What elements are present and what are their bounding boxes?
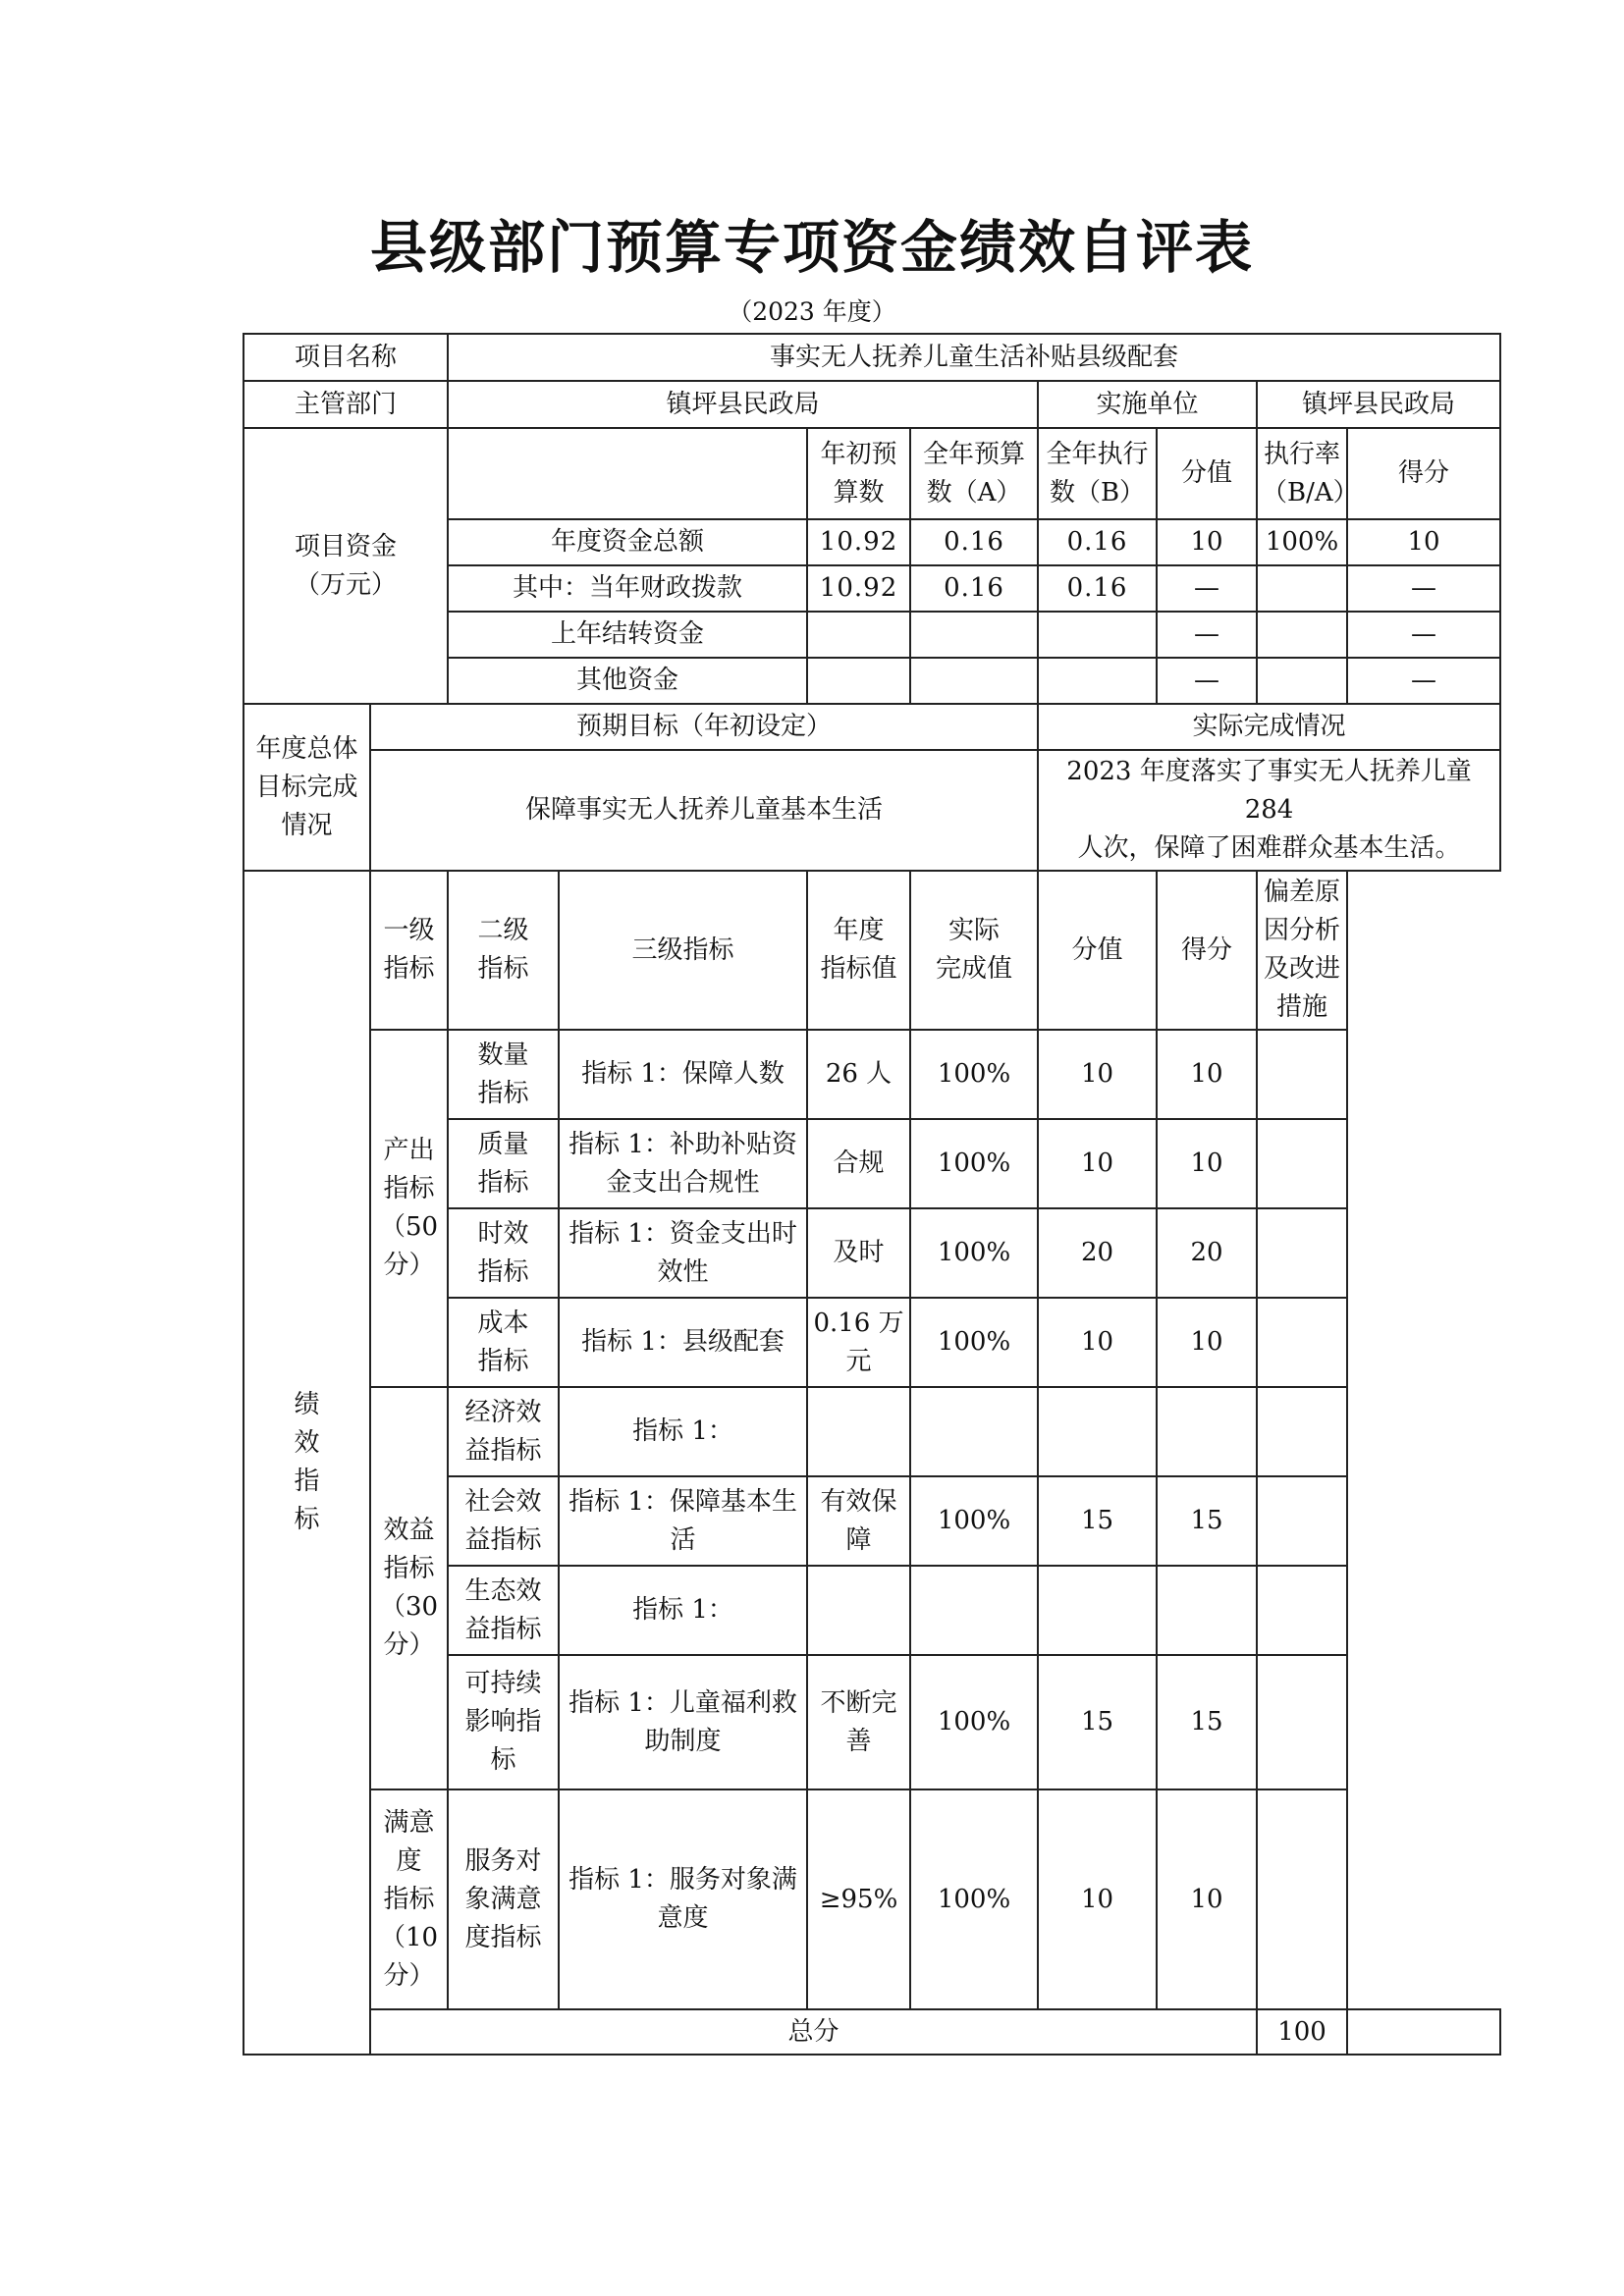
perf-actual: 100% <box>910 1655 1038 1789</box>
perf-note <box>1257 1789 1347 2009</box>
perf-actual: 100% <box>910 1298 1038 1387</box>
perf-target: 不断完善 <box>807 1655 910 1789</box>
year-subtitle: （2023 年度） <box>728 297 896 326</box>
funds-header-score-value: 分值 <box>1157 428 1257 519</box>
goal-expected: 保障事实无人抚养儿童基本生活 <box>370 750 1038 871</box>
funds-score: 10 <box>1347 519 1500 565</box>
goal-actual: 2023 年度落实了事实无人抚养儿童 284 人次，保障了困难群众基本生活。 <box>1038 750 1500 871</box>
funds-executed <box>1038 658 1157 704</box>
perf-score: 15 <box>1157 1655 1257 1789</box>
funds-header-budget: 全年预算 数（A） <box>910 428 1038 519</box>
funds-initial: 10.92 <box>807 565 910 612</box>
perf-row <box>244 1387 1500 1476</box>
funds-row-label: 其中：当年财政拨款 <box>448 565 807 612</box>
perf-row <box>244 1030 1500 1119</box>
perf-note <box>1257 1119 1347 1208</box>
perf-value: 15 <box>1038 1655 1157 1789</box>
dept-value: 镇坪县民政局 <box>448 381 1038 428</box>
perf-score: 10 <box>1157 1030 1257 1119</box>
funds-score-value: 10 <box>1157 519 1257 565</box>
funds-executed: 0.16 <box>1038 565 1157 612</box>
perf-group-label: 产出 指标 （50 分） <box>370 1030 448 1387</box>
funds-executed <box>1038 612 1157 658</box>
goal-actual-label: 实际完成情况 <box>1038 704 1500 750</box>
funds-row-label: 其他资金 <box>448 658 807 704</box>
perf-actual: 100% <box>910 1789 1038 2009</box>
perf-note <box>1257 1655 1347 1789</box>
perf-l3: 指标 1：补助补贴资 金支出合规性 <box>559 1119 807 1208</box>
perf-score: 20 <box>1157 1208 1257 1298</box>
perf-header-value: 分值 <box>1038 871 1157 1030</box>
perf-header-l2: 二级 指标 <box>448 871 559 1030</box>
perf-value: 10 <box>1038 1789 1157 2009</box>
funds-rate <box>1257 565 1347 612</box>
funds-budget <box>910 612 1038 658</box>
perf-l3: 指标 1：服务对象满 意度 <box>559 1789 807 2009</box>
document-title: 县级部门预算专项资金绩效自评表 <box>369 214 1254 281</box>
perf-header-note: 偏差原因分析 及改进措施 <box>1257 871 1347 1030</box>
perf-target: 有效保障 <box>807 1476 910 1566</box>
funds-budget: 0.16 <box>910 565 1038 612</box>
perf-header-l1: 一级 指标 <box>370 871 448 1030</box>
funds-rate: 100% <box>1257 519 1347 565</box>
perf-actual: 100% <box>910 1030 1038 1119</box>
perf-header-row <box>244 871 1500 1030</box>
perf-target: 0.16 万元 <box>807 1298 910 1387</box>
perf-actual: 100% <box>910 1119 1038 1208</box>
perf-note <box>1257 1387 1347 1476</box>
perf-score <box>1157 1566 1257 1655</box>
perf-l3: 指标 1：保障人数 <box>559 1030 807 1119</box>
total-row <box>244 2009 1500 2055</box>
perf-group-label: 满意 度 指标 （10 分） <box>370 1789 448 2009</box>
perf-l3: 指标 1： <box>559 1387 807 1476</box>
funds-row-label: 上年结转资金 <box>448 612 807 658</box>
perf-header-actual: 实际 完成值 <box>910 871 1038 1030</box>
perf-value: 20 <box>1038 1208 1157 1298</box>
funds-score: — <box>1347 612 1500 658</box>
perf-value: 10 <box>1038 1298 1157 1387</box>
funds-label: 项目资金 （万元） <box>244 428 448 704</box>
perf-score <box>1157 1387 1257 1476</box>
perf-target: 26 人 <box>807 1030 910 1119</box>
unit-label: 实施单位 <box>1038 381 1257 428</box>
perf-l2: 成本 指标 <box>448 1298 559 1387</box>
perf-l2: 时效 指标 <box>448 1208 559 1298</box>
perf-header-target: 年度 指标值 <box>807 871 910 1030</box>
perf-value: 10 <box>1038 1030 1157 1119</box>
perf-score: 15 <box>1157 1476 1257 1566</box>
perf-l3: 指标 1：资金支出时 效性 <box>559 1208 807 1298</box>
funds-header-executed: 全年执行 数（B） <box>1038 428 1157 519</box>
perf-actual <box>910 1566 1038 1655</box>
perf-l2: 经济效 益指标 <box>448 1387 559 1476</box>
total-value: 100 <box>1257 2009 1347 2055</box>
project-name-label: 项目名称 <box>244 334 448 381</box>
funds-header-score: 得分 <box>1347 428 1500 519</box>
funds-budget <box>910 658 1038 704</box>
goal-label: 年度总体 目标完成 情况 <box>244 704 370 871</box>
perf-score: 10 <box>1157 1789 1257 2009</box>
perf-target: 及时 <box>807 1208 910 1298</box>
perf-l2: 数量 指标 <box>448 1030 559 1119</box>
total-label: 总分 <box>370 2009 1257 2055</box>
funds-rate <box>1257 658 1347 704</box>
perf-note <box>1257 1566 1347 1655</box>
perf-l2: 生态效 益指标 <box>448 1566 559 1655</box>
perf-l2: 服务对 象满意 度指标 <box>448 1789 559 2009</box>
funds-initial <box>807 658 910 704</box>
goal-header-row <box>244 704 1500 750</box>
perf-l2: 社会效 益指标 <box>448 1476 559 1566</box>
perf-actual: 100% <box>910 1208 1038 1298</box>
perf-value <box>1038 1566 1157 1655</box>
goal-content-row <box>244 750 1500 871</box>
funds-initial: 10.92 <box>807 519 910 565</box>
total-score <box>1347 2009 1500 2055</box>
self-evaluation-table <box>243 333 1501 2056</box>
department-row <box>244 381 1500 428</box>
unit-value: 镇坪县民政局 <box>1257 381 1500 428</box>
perf-note <box>1257 1298 1347 1387</box>
perf-l3: 指标 1：县级配套 <box>559 1298 807 1387</box>
perf-score: 10 <box>1157 1298 1257 1387</box>
funds-rate <box>1257 612 1347 658</box>
project-name-row <box>244 334 1500 381</box>
perf-value: 15 <box>1038 1476 1157 1566</box>
funds-row-label: 年度资金总额 <box>448 519 807 565</box>
perf-target: 合规 <box>807 1119 910 1208</box>
goal-expected-label: 预期目标（年初设定） <box>370 704 1038 750</box>
perf-target: ≥95% <box>807 1789 910 2009</box>
funds-score-value: — <box>1157 565 1257 612</box>
perf-target <box>807 1387 910 1476</box>
perf-l3: 指标 1：保障基本生 活 <box>559 1476 807 1566</box>
funds-header-initial: 年初预 算数 <box>807 428 910 519</box>
perf-score: 10 <box>1157 1119 1257 1208</box>
perf-actual: 100% <box>910 1476 1038 1566</box>
perf-value: 10 <box>1038 1119 1157 1208</box>
funds-header-blank <box>448 428 807 519</box>
perf-actual <box>910 1387 1038 1476</box>
perf-row <box>244 1789 1500 2009</box>
funds-header-rate: 执行率 （B/A） <box>1257 428 1347 519</box>
perf-label: 绩 效 指 标 <box>244 871 370 2055</box>
funds-score: — <box>1347 658 1500 704</box>
perf-note <box>1257 1030 1347 1119</box>
dept-label: 主管部门 <box>244 381 448 428</box>
funds-executed: 0.16 <box>1038 519 1157 565</box>
funds-initial <box>807 612 910 658</box>
perf-l2: 可持续 影响指 标 <box>448 1655 559 1789</box>
funds-score-value: — <box>1157 612 1257 658</box>
perf-group-label: 效益 指标 （30 分） <box>370 1387 448 1789</box>
perf-header-score: 得分 <box>1157 871 1257 1030</box>
perf-l3: 指标 1： <box>559 1566 807 1655</box>
perf-note <box>1257 1476 1347 1566</box>
funds-score-value: — <box>1157 658 1257 704</box>
perf-target <box>807 1566 910 1655</box>
project-name-value: 事实无人抚养儿童生活补贴县级配套 <box>448 334 1500 381</box>
funds-score: — <box>1347 565 1500 612</box>
perf-l2: 质量 指标 <box>448 1119 559 1208</box>
funds-header-row <box>244 428 1500 519</box>
perf-note <box>1257 1208 1347 1298</box>
perf-value <box>1038 1387 1157 1476</box>
perf-l3: 指标 1：儿童福利救 助制度 <box>559 1655 807 1789</box>
perf-header-l3: 三级指标 <box>559 871 807 1030</box>
funds-budget: 0.16 <box>910 519 1038 565</box>
